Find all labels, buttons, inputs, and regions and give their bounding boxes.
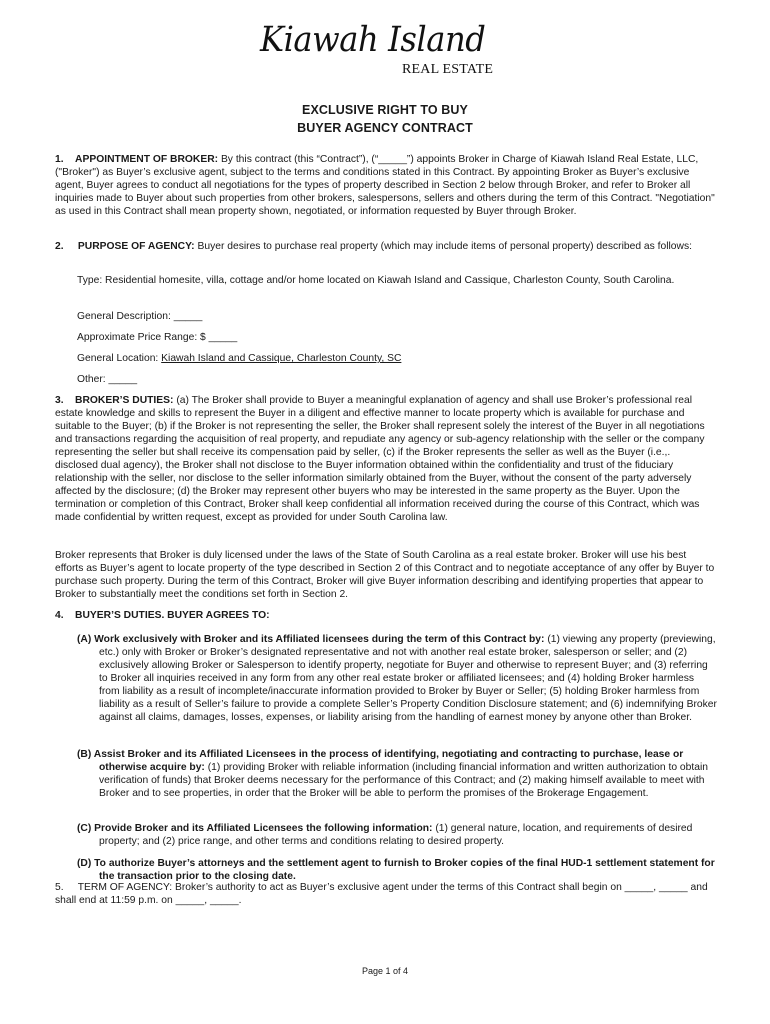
section-4-number: 4.: [55, 610, 64, 621]
logo-script: Kiawah Island: [260, 20, 486, 60]
buyer-duty-a: [77, 623, 717, 735]
other-description: Other: _____: [77, 374, 138, 385]
document-title-line2: BUYER AGENCY CONTRACT: [297, 121, 473, 135]
duty-a-text: (1) viewing any property (previewing, etc.) only with Broker or Broker’s designated representative and not with another real estate broker, salesperson or seller; and (2) exclusively allowing Broker or Salesperson to identify property, negotiate for Buyer and otherwise to represent Buyer; and (3) referring to Broker all inquiries received in any form from any other real estate broker or affiliated licensees; and (4) holding Broker harmless from liability as a result of incomplete/inaccurate information provided to Broker by Buyer or Seller; (5) holding Broker harmless from liability as a result of Seller’s failure to provide a complete Seller’s Property Condition Disclosure statement; and (6) indemnifying Broker against all claims, damages, losses, expenses, or liability arising from the handling of earnest money by anyone other than Broker.: [99, 634, 717, 724]
section-1-text: By this contract (this “Contract”), (“_____”) appoints Broker in Charge of Kiawah Island Real Estate, LLC, ("Broker") as Buyer’s exclusive agent, subject to the terms and conditions stated in this Contract. By appointing Broker as Buyer’s exclusive agent, Buyer agrees to conduct all negotiations for the types of property described in Section 2 below through Broker, and refer to Broker all inquiries made to Buyer about such properties from other brokers, salespersons, sellers and others during the term of this Contract. "Negotiation" as used in this Contract shall mean property shown, negotiated, or information requested by Buyer through Broker.: [55, 154, 715, 217]
section-1-heading: APPOINTMENT OF BROKER:: [75, 154, 219, 165]
section-3-heading: BROKER’S DUTIES:: [75, 395, 174, 406]
section-4-heading: BUYER’S DUTIES. BUYER AGREES TO:: [75, 610, 270, 621]
buyer-duty-b: [77, 738, 717, 811]
section-1: [55, 153, 715, 218]
section-2: [55, 240, 715, 253]
location-label: General Location:: [77, 353, 159, 364]
duty-b-label: (B) Assist Broker and its Affiliated Licensees in the process of identifying, negotiating and contracting to purchase, lease or otherwise acquire by:: [77, 749, 684, 774]
section-3-text: (a) The Broker shall provide to Buyer a meaningful explanation of agency and shall use Broker’s professional real estate knowledge and skills to represent the Buyer in a diligent and effective manner to locate property which is available for purchase and suitable to the Buyer; (b) if the Broker is not representing the seller, the Broker shall represent solely the interest of the Buyer in all negotiations and transactions regarding the acquisition of real property, and repudiate any agency or sub-agency relationship with the seller or the company representing the seller but shall receive its compensation paid by seller, (c) if the Broker represents the seller as well as the Buyer (i.e.,. disclosed dual agency), the Broker shall not disclose to the Buyer information obtained within the confidentiality and trust of the fiduciary relationship with the seller, nor disclose to the seller information similarly obtained from the Buyer, without the consent of the party adversely affected by the disclosure; (d) the Broker may represent other buyers who may be interested in the same property as the Buyer. Upon the termination or completion of this Contract, Broker shall keep confidential all information received during the course of this Contract, which was made confidential by written request, except as provided for under South Carolina law.: [55, 395, 705, 523]
section-3: [55, 394, 715, 524]
section-5-text: TERM OF AGENCY: Broker’s authority to act as Buyer’s exclusive agent under the terms of this Contract shall begin on _____, _____ and shall end at 11:59 p.m. on _____, _____.: [55, 882, 708, 906]
section-1-number: 1.: [55, 154, 64, 165]
duty-d-label: (D) To authorize Buyer’s attorneys and the settlement agent to furnish to Broker copies of the final HUD-1 settlement statement for the transaction prior to the closing date.: [77, 858, 715, 883]
section-3-number: 3.: [55, 395, 64, 406]
duty-a-label: (A) Work exclusively with Broker and its Affiliated licensees during the term of this Contract by:: [77, 634, 545, 646]
section-2-heading: PURPOSE OF AGENCY:: [77, 241, 195, 252]
general-description: General Description: _____: [77, 311, 203, 322]
section-4-heading-line: [55, 609, 715, 622]
general-location: [77, 352, 707, 365]
logo-subtitle: REAL ESTATE: [402, 62, 494, 77]
price-range: Approximate Price Range: $ _____: [77, 332, 238, 343]
duty-b-text: (1) providing Broker with reliable information (including financial information and written authorization to obtain verification of funds) that Broker deems necessary for the performance of this Contract; and (2) making himself available to meet with Broker and to see properties, in order that the Broker will be able to perform the promises of the Brokerage Engagement.: [99, 762, 708, 800]
duty-c-label: (C) Provide Broker and its Affiliated Licensees the following information:: [77, 823, 433, 835]
location-value: Kiawah Island and Cassique, Charleston County, SC: [161, 353, 402, 364]
section-2-text: Buyer desires to purchase real property (which may include items of personal property) described as follows:: [197, 241, 692, 252]
section-2-number: 2.: [55, 241, 64, 252]
document-title-line1: EXCLUSIVE RIGHT TO BUY: [302, 103, 468, 117]
property-type: Type: Residential homesite, villa, cottage and/or home located on Kiawah Island and Cassique, Charleston County, South Carolina.: [77, 275, 675, 286]
duty-c-text: (1) general nature, location, and requirements of desired property; and (2) price range, and other terms and conditions relating to desired property.: [99, 823, 693, 848]
section-3-paragraph-2: Broker represents that Broker is duly licensed under the laws of the State of South Carolina as a real estate broker. Broker will use his best efforts as Buyer’s agent to locate property of the type described in Section 2 of this Contract and to negotiate acceptance of any offer by Buyer to purchase such property. During the term of this Contract, Broker will give Buyer information describing and identifying properties that appear to Broker to substantially meet the conditions set forth in Section 2.: [55, 550, 715, 600]
page-number: Page 1 of 4: [361, 966, 409, 976]
section-5: [55, 881, 715, 907]
company-logo: [258, 20, 494, 82]
section-5-number: 5.: [55, 882, 64, 893]
